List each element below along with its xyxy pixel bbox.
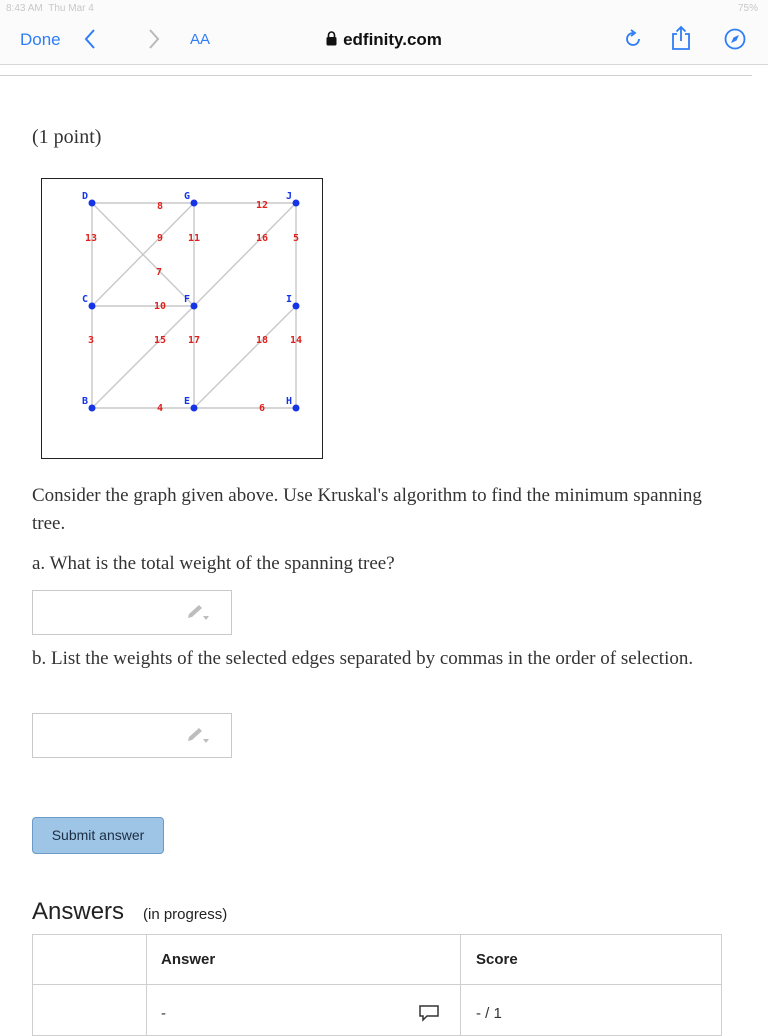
score-column-header: Score [476, 951, 518, 968]
weight-fb: 15 [153, 335, 167, 346]
edge-fb [92, 306, 194, 408]
answers-status: (in progress) [143, 906, 228, 923]
label-b: B [82, 396, 89, 407]
node-c [89, 303, 96, 310]
weight-cb: 3 [87, 335, 95, 346]
speech-bubble-icon [418, 1003, 440, 1023]
node-h [293, 405, 300, 412]
answer-column-header: Answer [161, 951, 216, 968]
label-i: I [286, 294, 293, 305]
answer-b-input[interactable] [32, 713, 232, 758]
reload-button[interactable] [622, 28, 644, 55]
text-size-button[interactable]: AA [190, 31, 211, 48]
answer-a-input[interactable] [32, 590, 232, 635]
lock-icon [326, 31, 337, 46]
submit-answer-button[interactable]: Submit answer [32, 817, 164, 854]
node-j [293, 200, 300, 207]
edge-ie [194, 306, 296, 408]
weight-gj: 12 [255, 200, 269, 211]
graph-figure [41, 178, 323, 459]
status-time: 8:43 AM Thu Mar 4 [6, 3, 94, 14]
node-i [293, 303, 300, 310]
point-value: (1 point) [32, 126, 102, 148]
table-divider [146, 935, 147, 1035]
node-g [191, 200, 198, 207]
node-f [191, 303, 198, 310]
url-text: edfinity.com [343, 30, 442, 49]
address-bar[interactable] [0, 30, 768, 50]
comment-button[interactable] [418, 1003, 440, 1028]
done-button[interactable]: Done [20, 30, 61, 49]
answer-cell: - [161, 1005, 166, 1022]
weight-ih: 14 [289, 335, 303, 346]
label-h: H [286, 396, 293, 407]
weight-ie: 18 [255, 335, 269, 346]
weight-ji: 5 [292, 233, 300, 244]
weight-dc: 13 [84, 233, 98, 244]
answers-title: Answers [32, 898, 125, 925]
bookmarks-button[interactable] [724, 28, 746, 55]
score-cell: - / 1 [476, 1005, 502, 1022]
toolbar-divider [0, 75, 752, 76]
edge-fj [194, 203, 296, 306]
weight-dg: 8 [156, 201, 164, 212]
weight-fj: 16 [255, 233, 269, 244]
label-d: D [82, 191, 89, 202]
question-prompt: Consider the graph given above. Use Kruskal's algorithm to find the minimum spanning tree. [32, 485, 702, 534]
label-e: E [184, 396, 191, 407]
weight-gf: 11 [187, 233, 201, 244]
weight-fe: 17 [187, 335, 201, 346]
weight-cf: 10 [153, 301, 167, 312]
table-divider [460, 935, 461, 1035]
weight-df: 9 [156, 233, 164, 244]
node-e [191, 405, 198, 412]
weight-be: 4 [156, 403, 164, 414]
compass-icon [724, 28, 746, 50]
question-part-b: b. List the weights of the selected edges separated by commas in the order of selection. [32, 648, 694, 669]
weight-eh: 6 [258, 403, 266, 414]
label-f: F [184, 294, 191, 305]
status-bar [0, 0, 768, 16]
node-b [89, 405, 96, 412]
node-d [89, 200, 96, 207]
reload-icon [622, 28, 644, 50]
share-button[interactable] [670, 25, 692, 56]
table-divider [33, 984, 721, 985]
label-g: G [184, 191, 191, 202]
graph-svg [42, 179, 322, 458]
browser-toolbar [0, 16, 768, 65]
label-c: C [82, 294, 89, 305]
answers-table [32, 934, 722, 1036]
label-j: J [286, 191, 293, 202]
share-icon [670, 25, 692, 51]
question-part-a: a. What is the total weight of the spanning tree? [32, 553, 395, 574]
weight-gc: 7 [155, 267, 163, 278]
pencil-icon [185, 603, 211, 623]
status-battery: 75% [737, 3, 758, 14]
pencil-icon [185, 726, 211, 746]
